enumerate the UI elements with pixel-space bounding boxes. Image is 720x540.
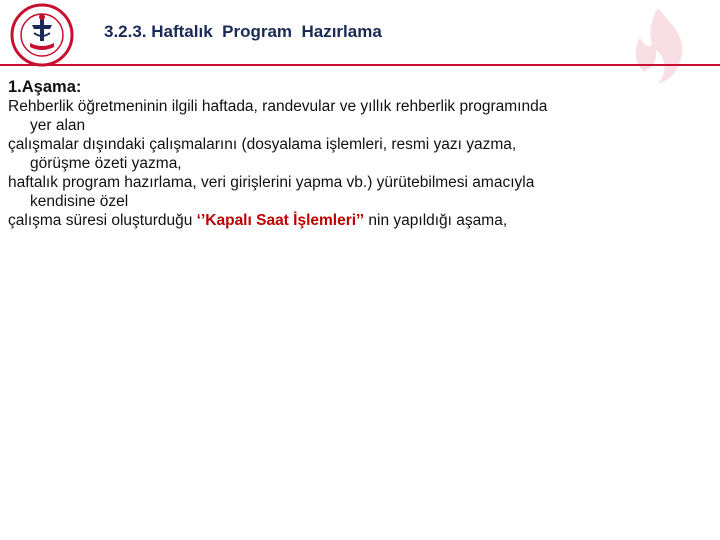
body-line: Rehberlik öğretmeninin ilgili haftada, randevular ve yıllık rehberlik programında bbox=[8, 98, 548, 115]
body-line: haftalık program hazırlama, veri girişlerini yapma vb.) yürütebilmesi amacıyla bbox=[8, 174, 535, 191]
body-line-prefix: çalışma süresi oluşturduğu bbox=[8, 212, 197, 229]
stage-heading: 1.Aşama: bbox=[8, 78, 82, 96]
body-line: çalışmalar dışındaki çalışmalarını (dosyalama işlemleri, resmi yazı yazma, bbox=[8, 136, 517, 153]
body-line: yer alan bbox=[30, 117, 86, 134]
body-line: görüşme özeti yazma, bbox=[30, 155, 182, 172]
highlight-term: ‘’Kapalı Saat İşlemleri’’ bbox=[196, 212, 365, 229]
slide-header bbox=[0, 0, 720, 66]
header-divider bbox=[0, 64, 720, 66]
slide-body bbox=[8, 78, 714, 230]
body-line-final bbox=[8, 211, 714, 230]
ministry-logo-icon bbox=[10, 3, 74, 67]
slide-title: 3.2.3. Haftalık Program Hazırlama bbox=[104, 22, 382, 41]
body-line: kendisine özel bbox=[30, 193, 129, 210]
body-line-suffix: nin yapıldığı aşama, bbox=[364, 212, 508, 229]
flame-watermark-icon bbox=[618, 6, 698, 86]
